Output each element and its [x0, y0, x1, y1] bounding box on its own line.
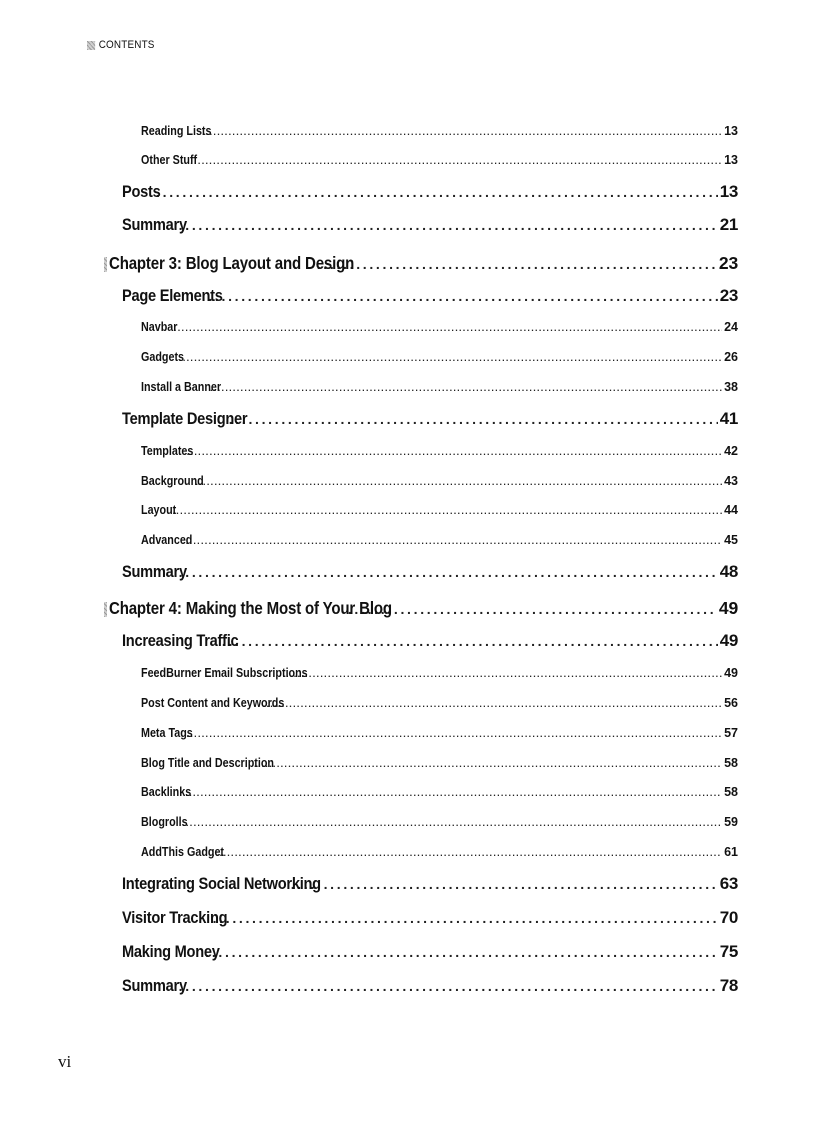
toc-entry-page: 24	[724, 320, 738, 334]
toc-entry-navbar[interactable]	[141, 320, 738, 336]
dot-leader	[179, 217, 718, 233]
toc-entry-page: 41	[719, 409, 738, 428]
toc-entry-page: 13	[719, 182, 738, 201]
toc-entry-title: Gadgets	[141, 350, 185, 364]
toc-entry-page: 21	[719, 215, 738, 234]
toc-entry-page: 38	[724, 380, 738, 394]
toc-entry-title: Page Elements	[122, 286, 223, 305]
toc-entry-title: Posts	[122, 182, 161, 201]
toc-entry-page: 58	[724, 785, 738, 799]
toc-entry-blogrolls[interactable]	[141, 815, 738, 831]
toc-entry-title: Summary	[122, 976, 187, 995]
toc-entry-title: Meta Tags	[141, 726, 193, 740]
toc-entry-page: 63	[719, 874, 738, 893]
toc-entry-title: Post Content and Keywords	[141, 696, 285, 710]
toc-entry-page: 44	[724, 503, 738, 517]
toc-entry-title: Blog Title and Description	[141, 756, 275, 770]
toc-entry-page: 45	[724, 533, 738, 547]
toc-entry-page: 59	[724, 815, 738, 829]
toc-entry-page: 58	[724, 756, 738, 770]
toc-chapter-3[interactable]	[104, 253, 738, 275]
dot-leader	[186, 536, 722, 546]
dot-leader	[229, 411, 718, 427]
toc-chapter-title: Chapter 3: Blog Layout and Design	[109, 253, 355, 273]
dot-leader	[213, 910, 718, 926]
dot-leader	[187, 447, 722, 457]
toc-entry-meta-tags[interactable]	[141, 726, 738, 742]
dot-leader	[182, 818, 722, 828]
toc-entry-layout[interactable]	[141, 503, 738, 519]
toc-entry-title: Other Stuff	[141, 153, 198, 167]
toc-entry-templates[interactable]	[141, 444, 738, 460]
toc-entry-other-stuff[interactable]	[141, 153, 738, 169]
toc-entry-feedburner-email-subscriptions[interactable]	[141, 666, 738, 682]
toc-entry-visitor-tracking[interactable]	[122, 908, 738, 930]
toc-entry-template-designer[interactable]	[122, 409, 738, 431]
toc-entry-gadgets[interactable]	[141, 350, 738, 366]
toc-entry-title: Making Money	[122, 942, 220, 961]
toc-entry-title: Navbar	[141, 320, 178, 334]
toc-entry-increasing-traffic[interactable]	[122, 631, 738, 653]
dot-leader	[317, 256, 717, 272]
dot-leader	[190, 156, 722, 166]
toc-entry-page: 75	[719, 942, 738, 961]
running-head-label: CONTENTS	[98, 39, 155, 51]
toc-entry-advanced[interactable]	[141, 533, 738, 549]
toc-entry-addthis-gadget[interactable]	[141, 845, 738, 861]
toc-entry-page: 78	[719, 976, 738, 995]
toc-entry-page: 43	[724, 474, 738, 488]
toc-entry-title: FeedBurner Email Subscriptions	[141, 666, 308, 680]
dot-leader	[202, 127, 722, 137]
dot-leader	[174, 323, 722, 333]
toc-entry-post-content-and-keywords[interactable]	[141, 696, 738, 712]
toc-entry-page: 23	[718, 253, 738, 273]
toc-entry-page: 56	[724, 696, 738, 710]
toc-entry-title: Reading Lists	[141, 124, 212, 138]
toc-entry-title: Integrating Social Networking	[122, 874, 321, 893]
dot-leader	[156, 184, 718, 200]
dot-leader	[195, 477, 722, 487]
toc-entry-page: 57	[724, 726, 738, 740]
toc-entry-page: 13	[724, 124, 738, 138]
toc-entry-background[interactable]	[141, 474, 738, 490]
chapter-marker-icon	[104, 602, 107, 617]
dot-leader	[179, 353, 722, 363]
toc-entry-page: 26	[724, 350, 738, 364]
dot-leader	[205, 944, 717, 960]
toc-entry-summary[interactable]	[122, 562, 738, 584]
dot-leader	[254, 759, 722, 769]
dot-leader	[187, 729, 723, 739]
dot-leader	[185, 788, 722, 798]
chapter-marker-icon	[104, 257, 107, 272]
toc-entry-install-a-banner[interactable]	[141, 380, 738, 396]
toc-entry-reading-lists[interactable]	[141, 124, 738, 140]
toc-entry-integrating-social-networking[interactable]	[122, 874, 738, 896]
toc-entry-page: 48	[719, 562, 738, 581]
toc-entry-title: Backlinks	[141, 785, 192, 799]
toc-entry-page-elements[interactable]	[122, 286, 738, 308]
toc-entry-title: Visitor Tracking	[122, 908, 228, 927]
toc-entry-title: Layout	[141, 503, 177, 517]
toc-entry-summary[interactable]	[122, 976, 738, 998]
dot-leader	[222, 633, 718, 649]
dot-leader	[179, 564, 718, 580]
dot-leader	[291, 876, 718, 892]
dot-leader	[263, 699, 722, 709]
toc-entry-blog-title-and-description[interactable]	[141, 756, 738, 772]
toc-entry-title: Blogrolls	[141, 815, 188, 829]
toc-entry-title: Install a Banner	[141, 380, 222, 394]
dot-leader	[210, 383, 722, 393]
toc-entry-page: 61	[724, 845, 738, 859]
toc-entry-title: Advanced	[141, 533, 193, 547]
dot-leader	[172, 506, 722, 516]
page-number: vi	[58, 1052, 72, 1071]
running-head	[87, 39, 155, 51]
toc-chapter-4[interactable]	[104, 598, 738, 620]
toc-entry-backlinks[interactable]	[141, 785, 738, 801]
toc-entry-page: 70	[719, 908, 738, 927]
toc-entry-title: Background	[141, 474, 204, 488]
toc-entry-title: Template Designer	[122, 409, 248, 428]
dot-leader	[179, 978, 718, 994]
toc-entry-making-money[interactable]	[122, 942, 738, 964]
toc-entry-summary[interactable]	[122, 215, 738, 237]
hatch-marker-icon	[87, 41, 95, 50]
toc-entry-page: 49	[719, 631, 738, 650]
toc-entry-title: AddThis Gadget	[141, 845, 225, 859]
toc-entry-page: 13	[724, 153, 738, 167]
dot-leader	[282, 669, 722, 679]
toc-entry-title: Increasing Traffic	[122, 631, 239, 650]
toc-entry-page: 49	[724, 666, 738, 680]
toc-entry-page: 49	[718, 598, 738, 618]
toc-entry-posts[interactable]	[122, 182, 738, 204]
toc-entry-page: 23	[719, 286, 738, 305]
toc-entry-page: 42	[724, 444, 738, 458]
dot-leader	[348, 601, 717, 617]
dot-leader	[212, 848, 722, 858]
toc-chapter-title: Chapter 4: Making the Most of Your Blog	[109, 598, 392, 618]
toc-entry-title: Summary	[122, 562, 187, 581]
toc-entry-title: Templates	[141, 444, 194, 458]
dot-leader	[208, 288, 717, 304]
toc-entry-title: Summary	[122, 215, 187, 234]
